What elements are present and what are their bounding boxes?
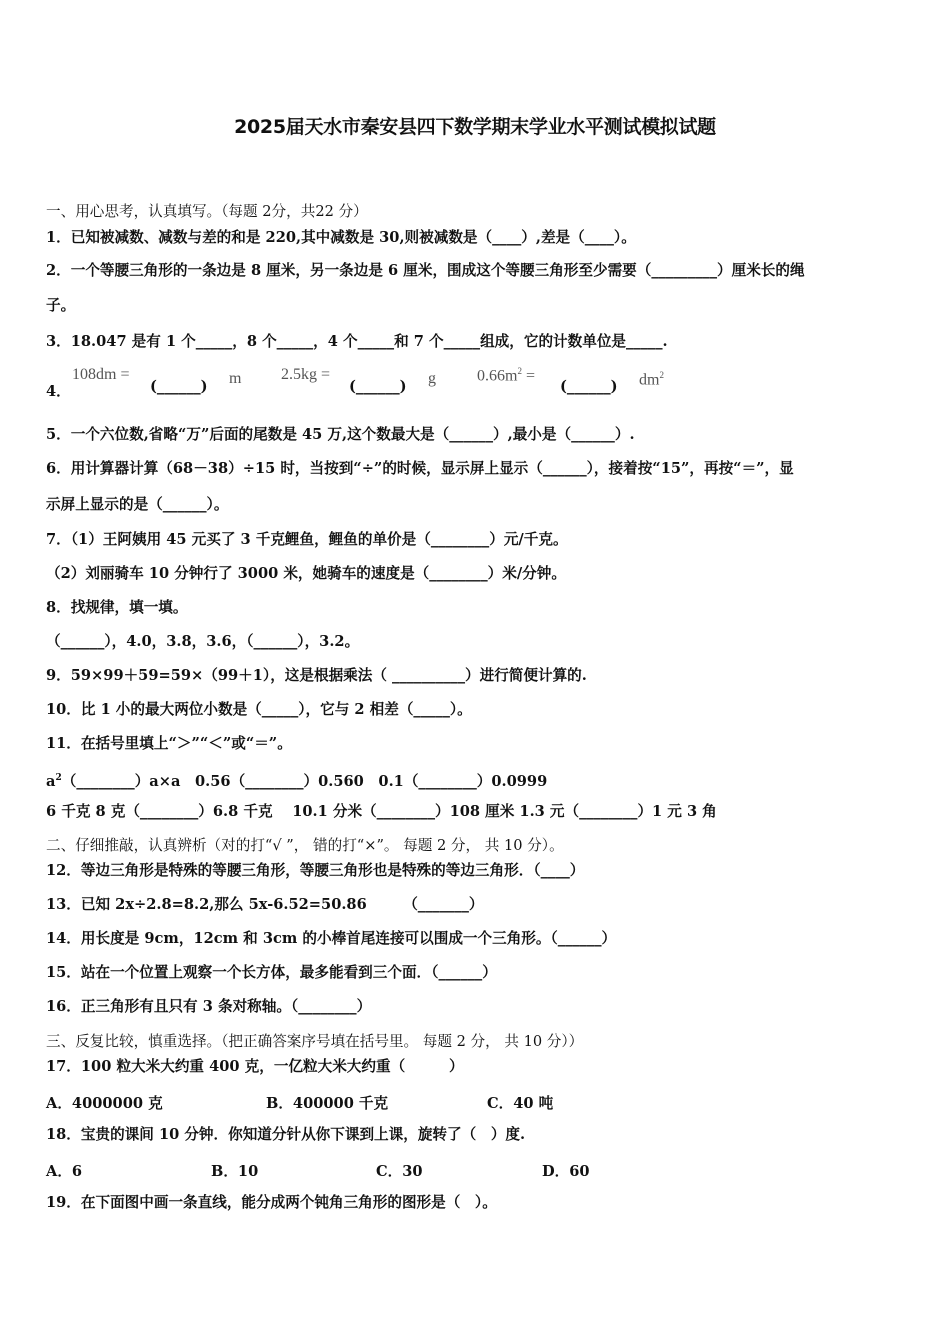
section-1-heading: 一、用心思考，认真填写。（每题 2分，共22 分）	[46, 203, 368, 220]
question-16: 16．正三角形有且只有 3 条对称轴。（________）	[46, 998, 372, 1015]
question-4-unit-2: g	[428, 370, 436, 387]
question-18: 18．宝贵的课间 10 分钟．你知道分针从你下课到上课，旋转了（ ）度.	[46, 1126, 526, 1143]
question-18-option-a: A．6	[46, 1163, 83, 1180]
question-11: 11．在括号里填上“＞”“＜”或“＝”。	[46, 735, 292, 752]
question-17-option-b: B．400000 千克	[266, 1095, 389, 1112]
question-5: 5．一个六位数,省略“万”后面的尾数是 45 万,这个数最大是（______）,最小是（______）.	[46, 426, 635, 443]
question-4-expr-1: 108dm =	[72, 366, 130, 383]
question-9: 9．59×99＋59=59×（99＋1），这是根据乘法（ __________）进行简便计算的.	[46, 667, 587, 684]
question-11-row-1: $a^2(\_\_\_\_\_\_\_\_)a\times a$ 0.56（________）0.560 0.1（________）0.0999	[46, 772, 548, 790]
question-6-line-2: 示屏上显示的是（______）。	[46, 496, 229, 513]
question-17: 17．100 粒大米大约重 400 克，一亿粒大米大约重（ ）	[46, 1058, 464, 1075]
question-3: 3．18.047 是有 1 个_____，8 个_____，4 个_____和 7 个_____组成，它的计数单位是_____.	[46, 333, 668, 350]
question-4-unit-1: m	[229, 370, 242, 387]
question-4-expr-3: $0.66m^2$ =	[477, 366, 535, 385]
section-2-heading: 二、仔细推敲，认真辨析（对的打“√ ”， 错的打“×”。 每题 2 分， 共 10 分）。	[46, 837, 564, 854]
question-7-part-1: 7．（1）王阿姨用 45 元买了 3 千克鲤鱼，鲤鱼的单价是（________）元/千克。	[46, 531, 568, 548]
page-title: 2025届天水市秦安县四下数学期末学业水平测试模拟试题	[234, 116, 716, 138]
question-4	[46, 362, 906, 402]
question-15: 15．站在一个位置上观察一个长方体，最多能看到三个面．（______）	[46, 964, 497, 981]
question-13: 13．已知 2x÷2.8=8.2,那么 5x-6.52=50.86 （_______）	[46, 896, 484, 913]
question-2-line-1: 2．一个等腰三角形的一条边是 8 厘米，另一条边是 6 厘米，围成这个等腰三角形至少需要（_________）厘米长的绳	[46, 262, 805, 279]
question-11-row-2: 6 千克 8 克（________）6.8 千克 10.1 分米（________）108 厘米 1.3 元（________）1 元 3 角	[46, 803, 717, 820]
question-4-expr-2: 2.5kg =	[281, 366, 331, 383]
question-4-number: 4．	[46, 383, 71, 400]
section-3-heading: 三、反复比较，慎重选择。（把正确答案序号填在括号里。 每题 2 分， 共 10 分））	[46, 1033, 584, 1050]
question-18-option-d: D．60	[542, 1163, 590, 1180]
question-2-line-2: 子。	[46, 297, 76, 314]
question-1: 1．已知被减数、减数与差的和是 220,其中减数是 30,则被减数是（____）,差是（____）。	[46, 229, 636, 246]
question-18-option-b: B．10	[211, 1163, 259, 1180]
question-4-blank-1: (______)	[150, 378, 208, 395]
question-4-blank-2: (______)	[349, 378, 407, 395]
question-4-unit-3: $dm^2$	[639, 370, 664, 389]
question-12: 12．等边三角形是特殊的等腰三角形，等腰三角形也是特殊的等边三角形．（____）	[46, 862, 585, 879]
question-4-blank-3: (______)	[560, 378, 618, 395]
question-6-line-1: 6．用计算器计算（68－38）÷15 时，当按到“÷”的时候，显示屏上显示（______），接着按“15”，再按“＝”，显	[46, 460, 794, 477]
question-8-sequence: （______），4.0，3.8，3.6，（______），3.2。	[46, 633, 360, 650]
question-10: 10．比 1 小的最大两位小数是（_____），它与 2 相差（_____）。	[46, 701, 472, 718]
question-17-option-c: C．40 吨	[487, 1095, 554, 1112]
question-19: 19．在下面图中画一条直线，能分成两个钝角三角形的图形是（ ）。	[46, 1194, 497, 1211]
question-8: 8．找规律，填一填。	[46, 599, 188, 616]
question-14: 14．用长度是 9cm，12cm 和 3cm 的小棒首尾连接可以围成一个三角形。（______）	[46, 930, 617, 947]
question-7-part-2: （2）刘丽骑车 10 分钟行了 3000 米，她骑车的速度是（________）米/分钟。	[46, 565, 566, 582]
question-18-option-c: C．30	[376, 1163, 423, 1180]
question-17-option-a: A．4000000 克	[46, 1095, 163, 1112]
